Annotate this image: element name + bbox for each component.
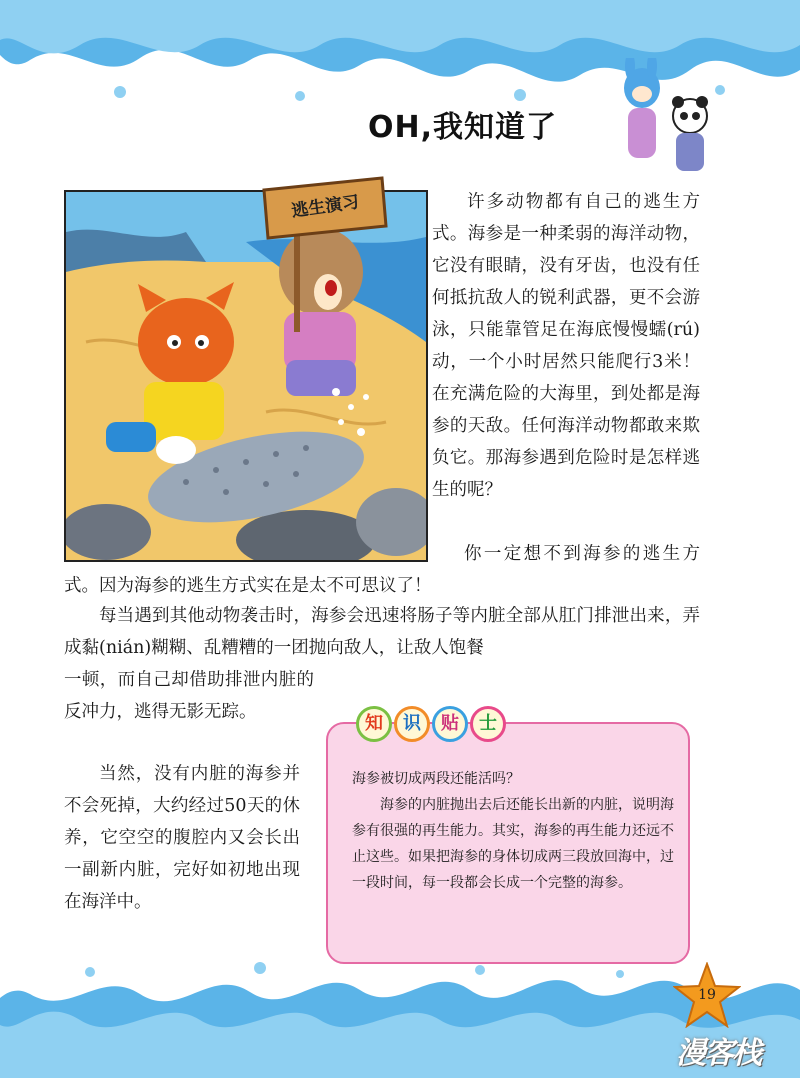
article-paragraph-3: 每当遇到其他动物袭击时，海参会迅速将肠子等内脏全部从肛门排泄出来，弄成黏(nián)糊糊、乱糟糟的一团抛向敌人，让敌人饱餐 [64, 606, 700, 658]
tip-question: 海参被切成两段还能活吗？ [352, 771, 520, 787]
knowledge-tip-title [356, 706, 506, 746]
tip-title-char: 识 [394, 706, 430, 742]
article-paragraph-4: 当然，没有内脏的海参并不会死掉，大约经过50天的休养，它空空的腹腔内又会长出一副新内脏，完好如初地出现在海洋中。 [64, 764, 300, 912]
page-number: 19 [698, 987, 716, 1003]
sign-text: 逃生演习 [290, 192, 361, 222]
mascot-characters-illustration [604, 58, 724, 176]
tip-title-char: 士 [470, 706, 506, 742]
article-paragraph-1: 许多动物都有自己的逃生方式。海参是一种柔弱的海洋动物，它没有眼睛，没有牙齿，也没有任何抵抗敌人的锐利武器，更不会游泳，只能靠管足在海底慢慢蠕(rú)动，一个小时居然只能爬行3米！在充满危险的大海里，到处都是海参的天敌。任何海洋动物都敢来欺负它。那海参遇到危险时是怎样逃生的呢？ [432, 192, 700, 500]
tip-title-char: 贴 [432, 706, 468, 742]
article-paragraph-3-continued: 一顿，而自己却借助排泄内脏的反冲力，逃得无影无踪。 [64, 670, 314, 722]
watermark-logo: 漫客栈 [676, 1036, 760, 1071]
tip-title-char: 知 [356, 706, 392, 742]
tip-answer: 海参的内脏抛出去后还能长出新的内脏，说明海参有很强的再生能力。其实，海参的再生能力还远不止这些。如果把海参的身体切成两三段放回海中，过一段时间，每一段都会长成一个完整的海参。 [352, 797, 674, 891]
series-title-logo: OH,我知道了 [368, 110, 558, 145]
article-paragraph-2: 你一定想不到海参的逃生方式。因为海参的逃生方式实在是太不可思议了！ [64, 544, 700, 596]
comic-illustration [64, 190, 428, 562]
knowledge-tip-text [352, 766, 674, 896]
